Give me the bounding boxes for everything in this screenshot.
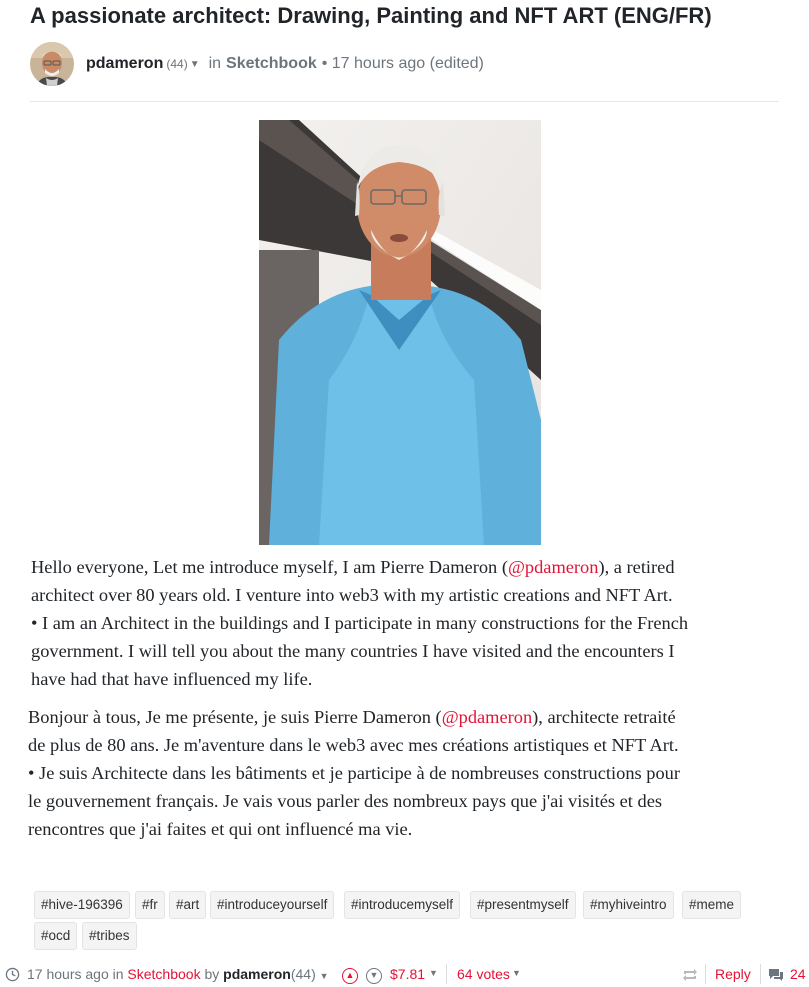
tag-introduceyourself[interactable]: #introduceyourself: [210, 891, 334, 919]
author-reputation: (44): [166, 57, 188, 71]
post-title: A passionate architect: Drawing, Painting and NFT ART (ENG/FR): [30, 3, 712, 28]
tag-presentmyself[interactable]: #presentmyself: [470, 891, 576, 919]
payout-caret-icon[interactable]: ▼: [429, 968, 438, 978]
avatar[interactable]: [30, 42, 74, 86]
downvote-icon[interactable]: ▼: [366, 967, 382, 984]
payout-value[interactable]: $7.81: [390, 966, 426, 982]
divider: [705, 964, 706, 984]
divider: [760, 964, 761, 984]
footer-author-link[interactable]: pdameron: [223, 966, 291, 982]
in-label: in: [208, 55, 222, 72]
footer-author-reputation: (44): [290, 966, 316, 982]
tag-fr[interactable]: #fr: [135, 891, 165, 919]
clock-icon: [5, 967, 20, 985]
footer-time: 17 hours ago: [27, 966, 109, 982]
text-line: rencontres que j'ai faites et qui ont influencé ma vie.: [28, 819, 413, 839]
post-time: • 17 hours ago (edited): [321, 55, 484, 72]
votes-count[interactable]: 64 votes: [457, 966, 510, 982]
community-link[interactable]: Sketchbook: [226, 55, 317, 72]
author-name[interactable]: pdameron: [86, 55, 164, 72]
text-segment: ), a retired: [598, 557, 675, 577]
text-line: government. I will tell you about the many countries I have visited and the encounters I: [31, 641, 675, 661]
post-body-french: [28, 703, 680, 843]
footer-community-link[interactable]: Sketchbook: [127, 966, 201, 982]
footer-author-caret-icon[interactable]: ▼: [319, 971, 329, 981]
footer-in-label: in: [112, 966, 124, 982]
reply-link[interactable]: Reply: [715, 966, 751, 982]
tag-meme[interactable]: #meme: [682, 891, 741, 919]
tag-myhiveintro[interactable]: #myhiveintro: [583, 891, 674, 919]
reblog-icon[interactable]: [682, 968, 698, 985]
author-row: [30, 42, 484, 86]
comments-count[interactable]: 24: [790, 966, 806, 982]
text-line: de plus de 80 ans. Je m'aventure dans le web3 avec mes créations artistiques et NFT Art.: [28, 735, 679, 755]
tag-tribes[interactable]: #tribes: [82, 922, 137, 950]
tag-art[interactable]: #art: [169, 891, 206, 919]
header-divider: [30, 101, 779, 102]
divider: [446, 964, 447, 984]
upvote-icon[interactable]: ▲: [342, 967, 358, 984]
author-menu-caret-icon[interactable]: ▼: [189, 58, 200, 70]
votes-caret-icon[interactable]: ▼: [512, 968, 521, 978]
text-line: architect over 80 years old. I venture into web3 with my artistic creations and NFT Art.: [31, 585, 673, 605]
text-segment: Hello everyone, Let me introduce myself, I am Pierre Dameron (: [31, 557, 508, 577]
tag-introducemyself[interactable]: #introducemyself: [344, 891, 460, 919]
footer-by-label: by: [204, 966, 220, 982]
mention-link[interactable]: @pdameron: [507, 557, 599, 577]
tag-hive-196396[interactable]: #hive-196396: [34, 891, 130, 919]
tag-ocd[interactable]: #ocd: [34, 922, 77, 950]
text-line: • I am an Architect in the buildings and I participate in many constructions for the French: [31, 613, 689, 633]
mention-link[interactable]: @pdameron: [441, 707, 533, 727]
text-line: • Je suis Architecte dans les bâtiments et je participe à de nombreuses constructions pour: [28, 763, 680, 783]
post-photo[interactable]: [259, 120, 541, 545]
text-line: have had that have influenced my life.: [31, 669, 313, 689]
text-segment: ), architecte retraité: [532, 707, 676, 727]
post-footer: [0, 962, 809, 987]
text-line: le gouvernement français. Je vais vous parler des nombreux pays que j'ai visités et des: [28, 791, 663, 811]
text-segment: Bonjour à tous, Je me présente, je suis Pierre Dameron (: [28, 707, 442, 727]
post-body-english: [31, 553, 688, 693]
footer-meta: [27, 966, 329, 982]
comments-icon[interactable]: [768, 968, 784, 985]
